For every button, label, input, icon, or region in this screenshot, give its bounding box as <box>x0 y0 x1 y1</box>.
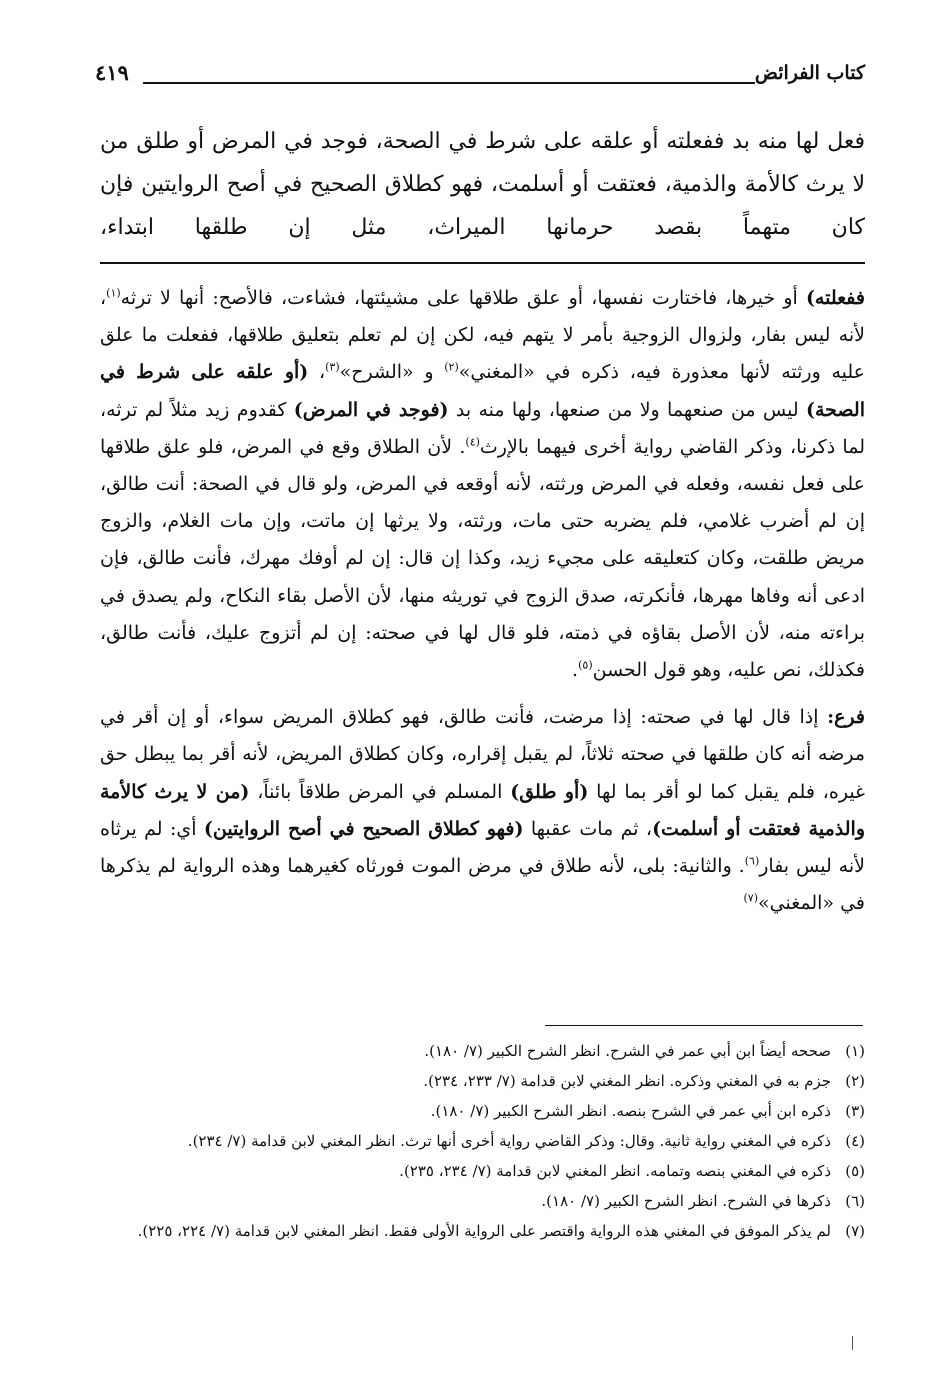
scan-mark <box>852 1336 853 1350</box>
commentary-text: ليس من صنعهما ولا من صنعها، ولها منه بد <box>448 398 806 421</box>
footnote-number: (٤) <box>845 1132 865 1150</box>
text-divider <box>100 262 865 264</box>
footnote-text: ذكره ابن أبي عمر في الشرح بنصه. انظر الشرح الكبير (٧/ ١٨٠). <box>430 1102 831 1120</box>
footnote <box>100 1037 865 1065</box>
footnote-ref-4: (٤) <box>465 435 480 449</box>
quoted-phrase: (أو طلق) <box>510 780 589 803</box>
footnote-ref-2: (٢) <box>444 361 459 375</box>
commentary-text: المسلم في المرض طلاقاً بائناً، <box>249 780 511 803</box>
header-rule <box>143 82 755 84</box>
footnote-number: (٥) <box>845 1162 865 1180</box>
footnote-text: ذكره في المغني بنصه وتمامه. انظر المغني لابن قدامة (٧/ ٢٣٤، ٢٣٥). <box>399 1162 831 1180</box>
quoted-phrase: (فهو كطلاق الصحيح في أصح الروايتين) <box>203 817 524 840</box>
page-header <box>95 58 865 94</box>
commentary-text: ، ثم مات عقبها <box>523 817 653 840</box>
section-label: فرع: <box>827 706 865 729</box>
quoted-phrase: (من لا يرث كالأمة والذمية فعتقت أو أسلمت) <box>100 780 865 840</box>
footnote-ref-3: (٣) <box>325 361 340 375</box>
commentary-text: كقدوم زيد مثلاً لم ترثه، لما ذكرنا، وذكر القاضي رواية أخرى فيهما بالإرث <box>100 398 865 458</box>
footnote-number: (٢) <box>845 1072 865 1090</box>
footnote-number: (٧) <box>845 1222 865 1240</box>
commentary <box>100 280 865 922</box>
main-text <box>100 120 865 249</box>
commentary-text: أو خيرها، فاختارت نفسها، أو علق طلاقها على مشيئتها، فشاءت، فالأصح: أنها لا ترثه <box>120 287 806 309</box>
footnote-rule <box>545 1025 863 1026</box>
footnote-text: جزم به في المغني وذكره. انظر المغني لابن قدامة (٧/ ٢٣٣، ٢٣٤). <box>423 1072 831 1090</box>
footnotes <box>100 1037 865 1245</box>
running-title: كتاب الفرائض <box>754 62 865 84</box>
footnote-text: ذكره في المغني رواية ثانية. وقال: وذكر القاضي رواية أخرى أنها ترث. انظر المغني لابن قدامة (٧/ ٢٣٤). <box>187 1132 831 1150</box>
commentary-text: . والثانية: بلى، لأنه طلاق في مرض الموت فورثاه كغيرهما وهذه الرواية لم يذكرها في «المغني» <box>100 855 865 915</box>
footnote-number: (٣) <box>845 1102 865 1120</box>
commentary-text: . <box>572 659 579 682</box>
footnote-ref-7: (٧) <box>743 891 758 905</box>
commentary-text: ، <box>308 361 326 384</box>
footnote-ref-5: (٥) <box>578 658 593 672</box>
footnote <box>100 1157 865 1185</box>
footnote-ref-6: (٦) <box>744 854 760 868</box>
commentary-text: ، لأنه ليس بفار، ولزوال الزوجية بأمر لا يتهم فيه، لكن إن لم تعلم بتعليق طلاقها، ففعلت ما علق عليه ورثته لأنها معذورة فيه، ذكره في «المغني» <box>100 287 865 384</box>
footnote <box>100 1127 865 1155</box>
commentary-paragraph-2 <box>100 699 865 922</box>
footnote <box>100 1097 865 1125</box>
commentary-text: و «الشرح» <box>339 361 445 384</box>
footnote-number: (١) <box>845 1042 865 1060</box>
footnote <box>100 1217 865 1245</box>
footnote <box>100 1187 865 1215</box>
footnote <box>100 1067 865 1095</box>
commentary-text: . لأن الطلاق وقع في المرض، فلو علق طلاقها على فعل نفسه، وفعله في المرض ورثته، لأنه أوقعه في المرض، ولو قال في الصحة: أنت طالق، إن لم أضرب غلامي، فلم يضربه حتى مات، ورثته، ولا يرثها إن ماتت، وإن مات الغلام، والزوج مريض طلقت، وكان كتعليقه على مجيء زيد، وكذا إن قال: إن لم أوفك مهرك، فأنت طالق، فإن ادعى أنه وفاها مهرها، فأنكرته، صدق الزوج في توريثه منها، لأن الأصل بقاء النكاح، ولم يصدق في براءته منه، لأن الأصل بقاؤه في ذمته، فلو قال لها في صحته: إن لم أتزوج عليك، فأنت طالق، فكذلك، نص عليه، وهو قول الحسن <box>100 435 865 682</box>
quoted-phrase: ففعلته) <box>805 287 865 309</box>
quoted-phrase: (أو علقه على شرط في الصحة) <box>100 361 865 421</box>
page-number: ٤١٩ <box>95 60 129 85</box>
commentary-text: إذا قال لها في صحته: إذا مرضت، فأنت طالق، فهو كطلاق المريض سواء، أو إن أقر في مرضه أنه كان طلقها في صحته ثلاثاً، لم يقبل إقراره، وكان كطلاق المريض، لأنه أقر بما يبطل حق غيره، فلم يقبل كما لو أقر بما لها <box>100 706 865 803</box>
footnote-text: صححه أيضاً ابن أبي عمر في الشرح. انظر الشرح الكبير (٧/ ١٨٠). <box>424 1042 831 1060</box>
footnote-text: لم يذكر الموفق في المغني هذه الرواية واقتصر على الرواية الأولى فقط. انظر المغني لابن قدامة (٧/ ٢٢٤، ٢٢٥). <box>137 1222 831 1240</box>
footnote-ref-1: (١) <box>106 286 121 300</box>
quoted-phrase: (فوجد في المرض) <box>293 398 449 421</box>
main-text-paragraph: فعل لها منه بد ففعلته أو علقه على شرط في الصحة، فوجد في المرض أو طلق من لا يرث كالأمة والذمية، فعتقت أو أسلمت، فهو كطلاق الصحيح في أصح الروايتين فإن كان متهماً بقصد حرمانها الميراث، مثل إن طلقها ابتداء، <box>100 129 865 240</box>
footnote-text: ذكرها في الشرح. انظر الشرح الكبير (٧/ ١٨٠). <box>541 1192 831 1210</box>
commentary-text: أي: لم يرثاه لأنه ليس بفار <box>100 817 865 878</box>
footnote-number: (٦) <box>845 1192 865 1210</box>
commentary-paragraph-1 <box>100 280 865 689</box>
